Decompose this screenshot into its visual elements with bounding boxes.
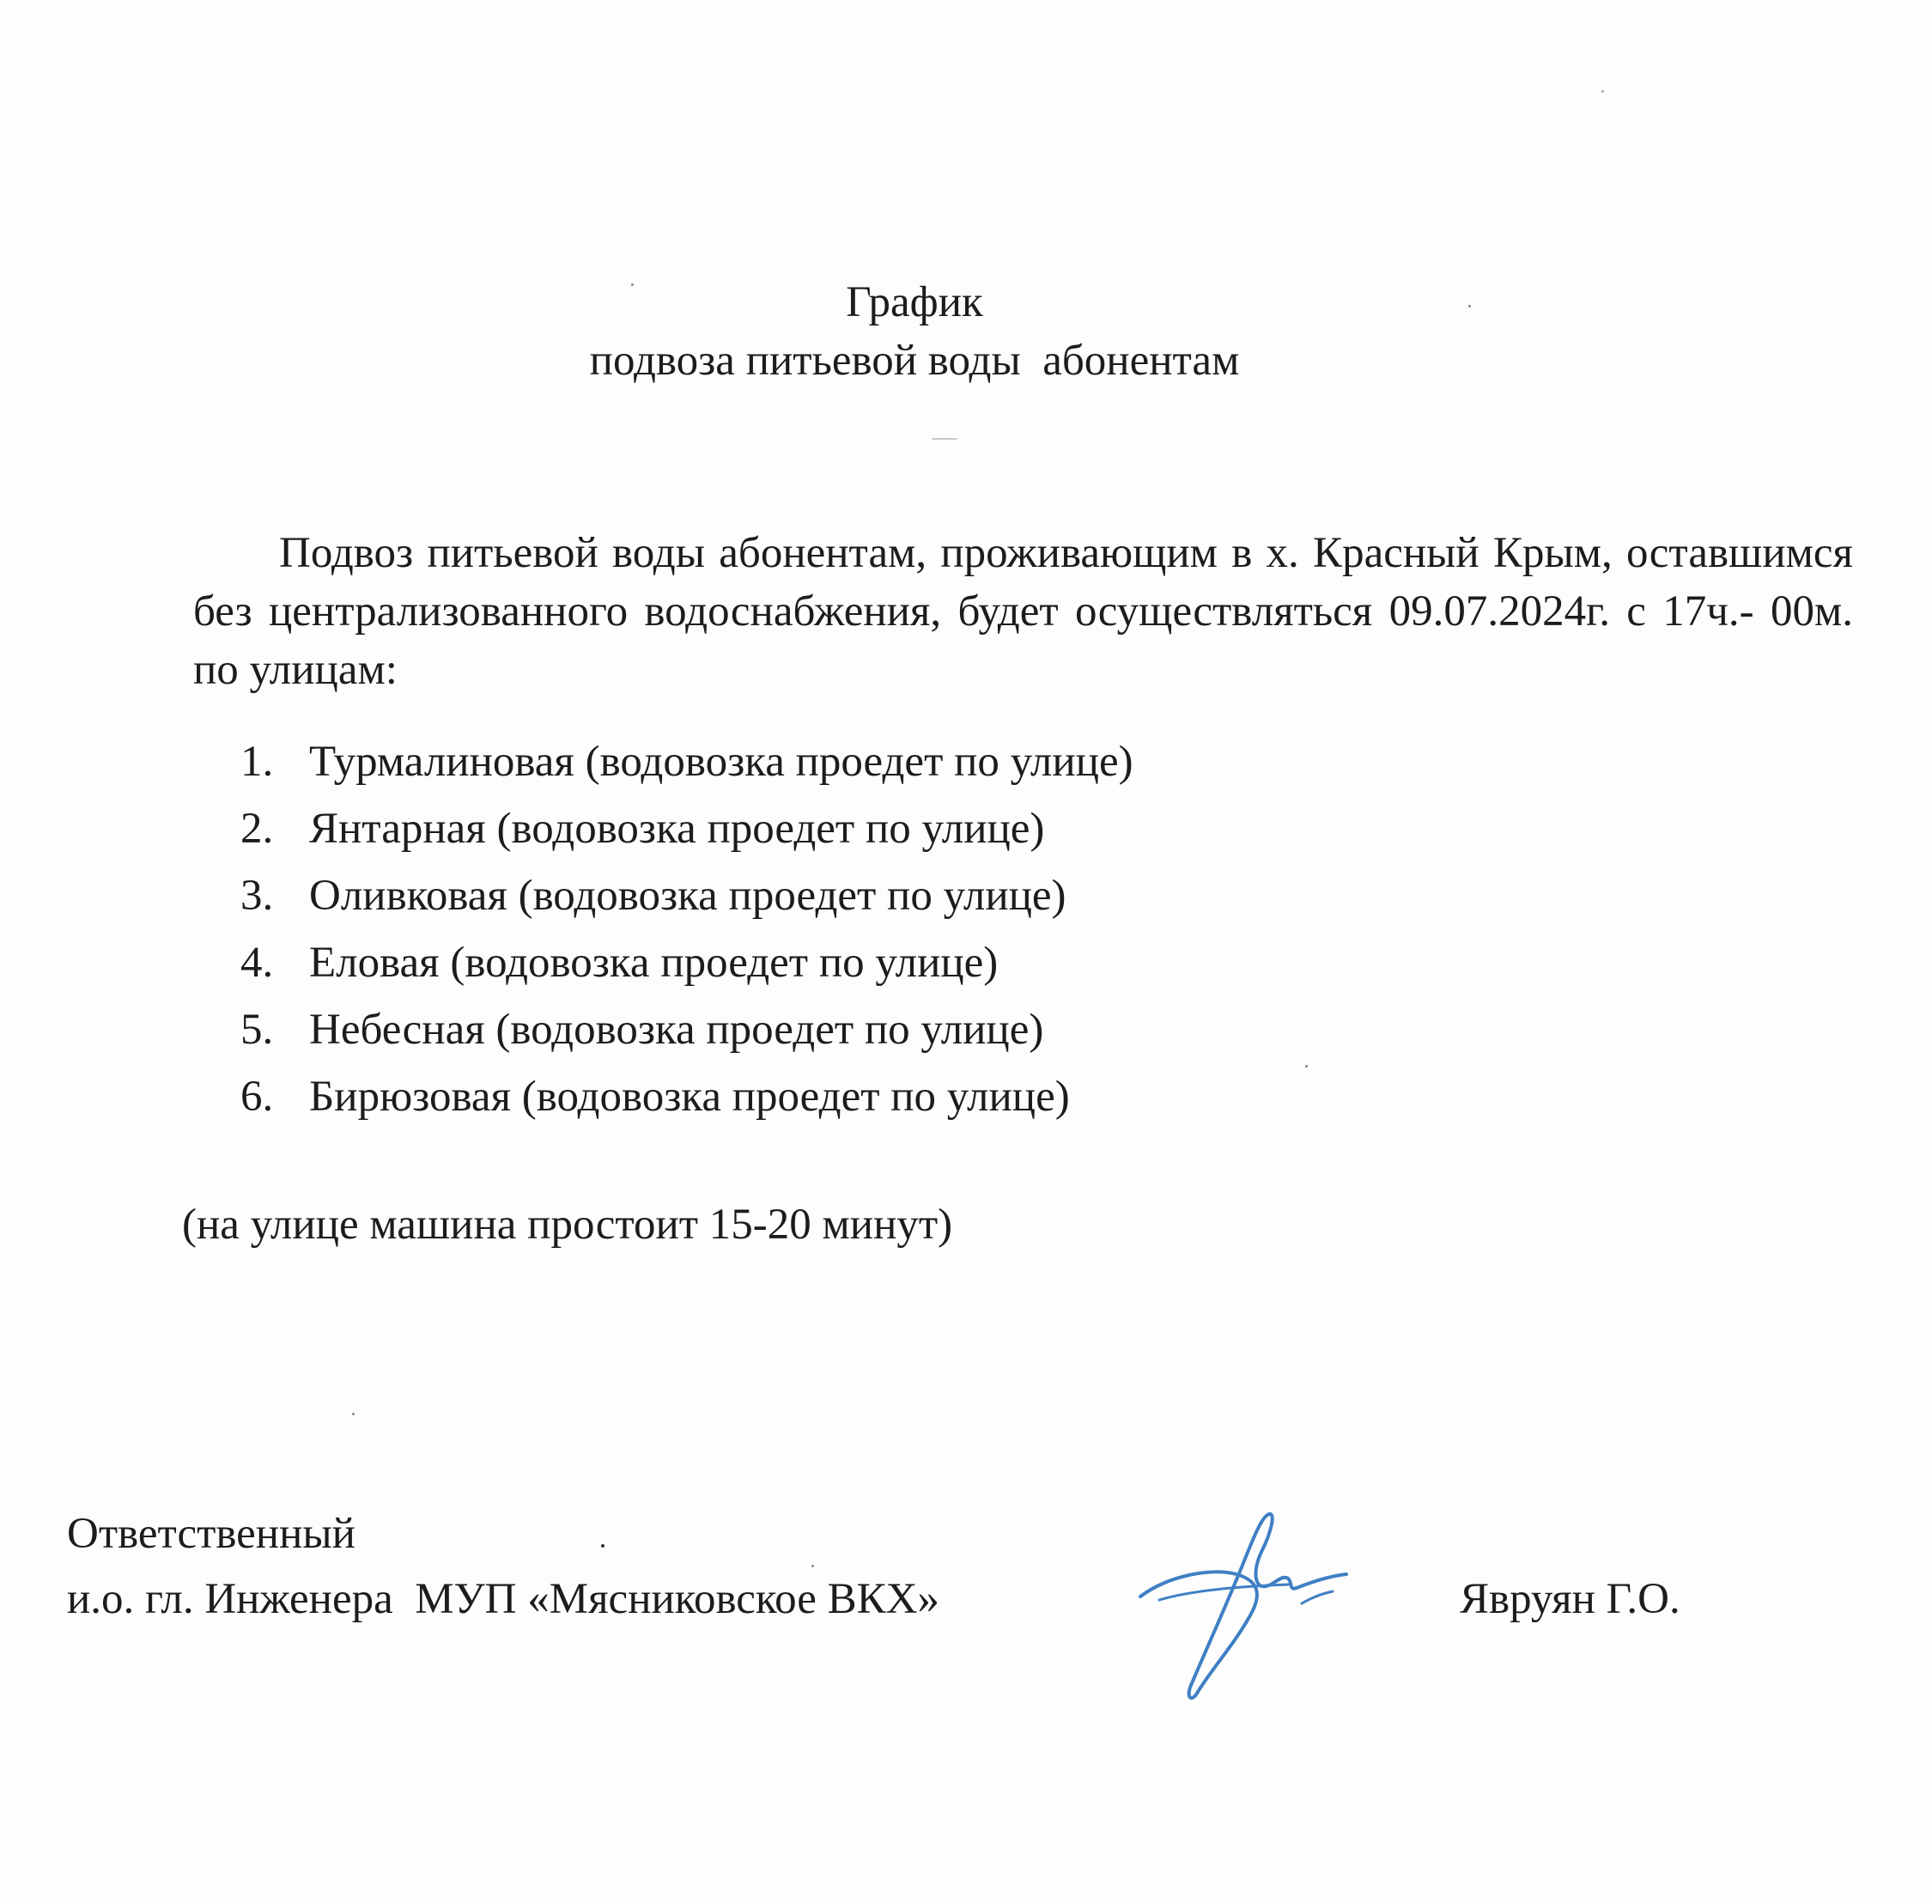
scan-speck <box>811 1565 814 1567</box>
list-item <box>240 1063 1443 1130</box>
responsible-name: Явруян Г.О. <box>1460 1575 1680 1623</box>
duration-note: (на улице машина простоит 15-20 минут) <box>182 1201 953 1249</box>
scan-speck <box>601 1544 605 1548</box>
list-item-number: 6. <box>240 1073 274 1121</box>
responsible-label: Ответственный <box>67 1510 355 1558</box>
document-subtitle: подвоза питьевой воды абонентам <box>589 337 1240 385</box>
list-item-number: 3. <box>240 872 274 920</box>
scan-speck <box>1305 1065 1308 1068</box>
street-list <box>240 728 1443 1130</box>
scan-speck <box>1468 305 1471 307</box>
responsible-position: и.о. гл. Инженера МУП «Мясниковское ВКХ» <box>67 1575 939 1623</box>
list-item-number: 4. <box>240 939 274 987</box>
scan-speck <box>631 283 634 286</box>
list-item-text: Бирюзовая (водовозка проедет по улице) <box>309 1073 1070 1121</box>
list-item <box>240 728 1443 795</box>
scan-speck <box>352 1413 355 1415</box>
intro-paragraph: Подвоз питьевой воды абонентам, проживающим в х. Красный Крым, оставшимся без централизованного водоснабжения, будет осуществляться 09.07.2024г. с 17ч.- 00м. по улицам: <box>193 529 1853 694</box>
list-item-number: 5. <box>240 1006 274 1054</box>
list-item-number: 1. <box>240 738 274 786</box>
document-title: График <box>846 278 983 326</box>
list-item-text: Оливковая (водовозка проедет по улице) <box>309 872 1066 920</box>
list-item-text: Еловая (водовозка проедет по улице) <box>309 939 999 987</box>
signature-icon <box>1133 1507 1357 1705</box>
list-item <box>240 996 1443 1063</box>
list-item <box>240 862 1443 929</box>
list-item-number: 2. <box>240 805 274 853</box>
list-item-text: Турмалиновая (водовозка проедет по улице) <box>309 738 1133 786</box>
list-item-text: Небесная (водовозка проедет по улице) <box>309 1006 1044 1054</box>
title-block <box>0 273 1932 390</box>
list-item <box>240 929 1443 996</box>
list-item <box>240 795 1443 862</box>
scan-speck <box>1601 90 1604 93</box>
scan-speck <box>932 438 957 440</box>
list-item-text: Янтарная (водовозка проедет по улице) <box>309 805 1045 853</box>
